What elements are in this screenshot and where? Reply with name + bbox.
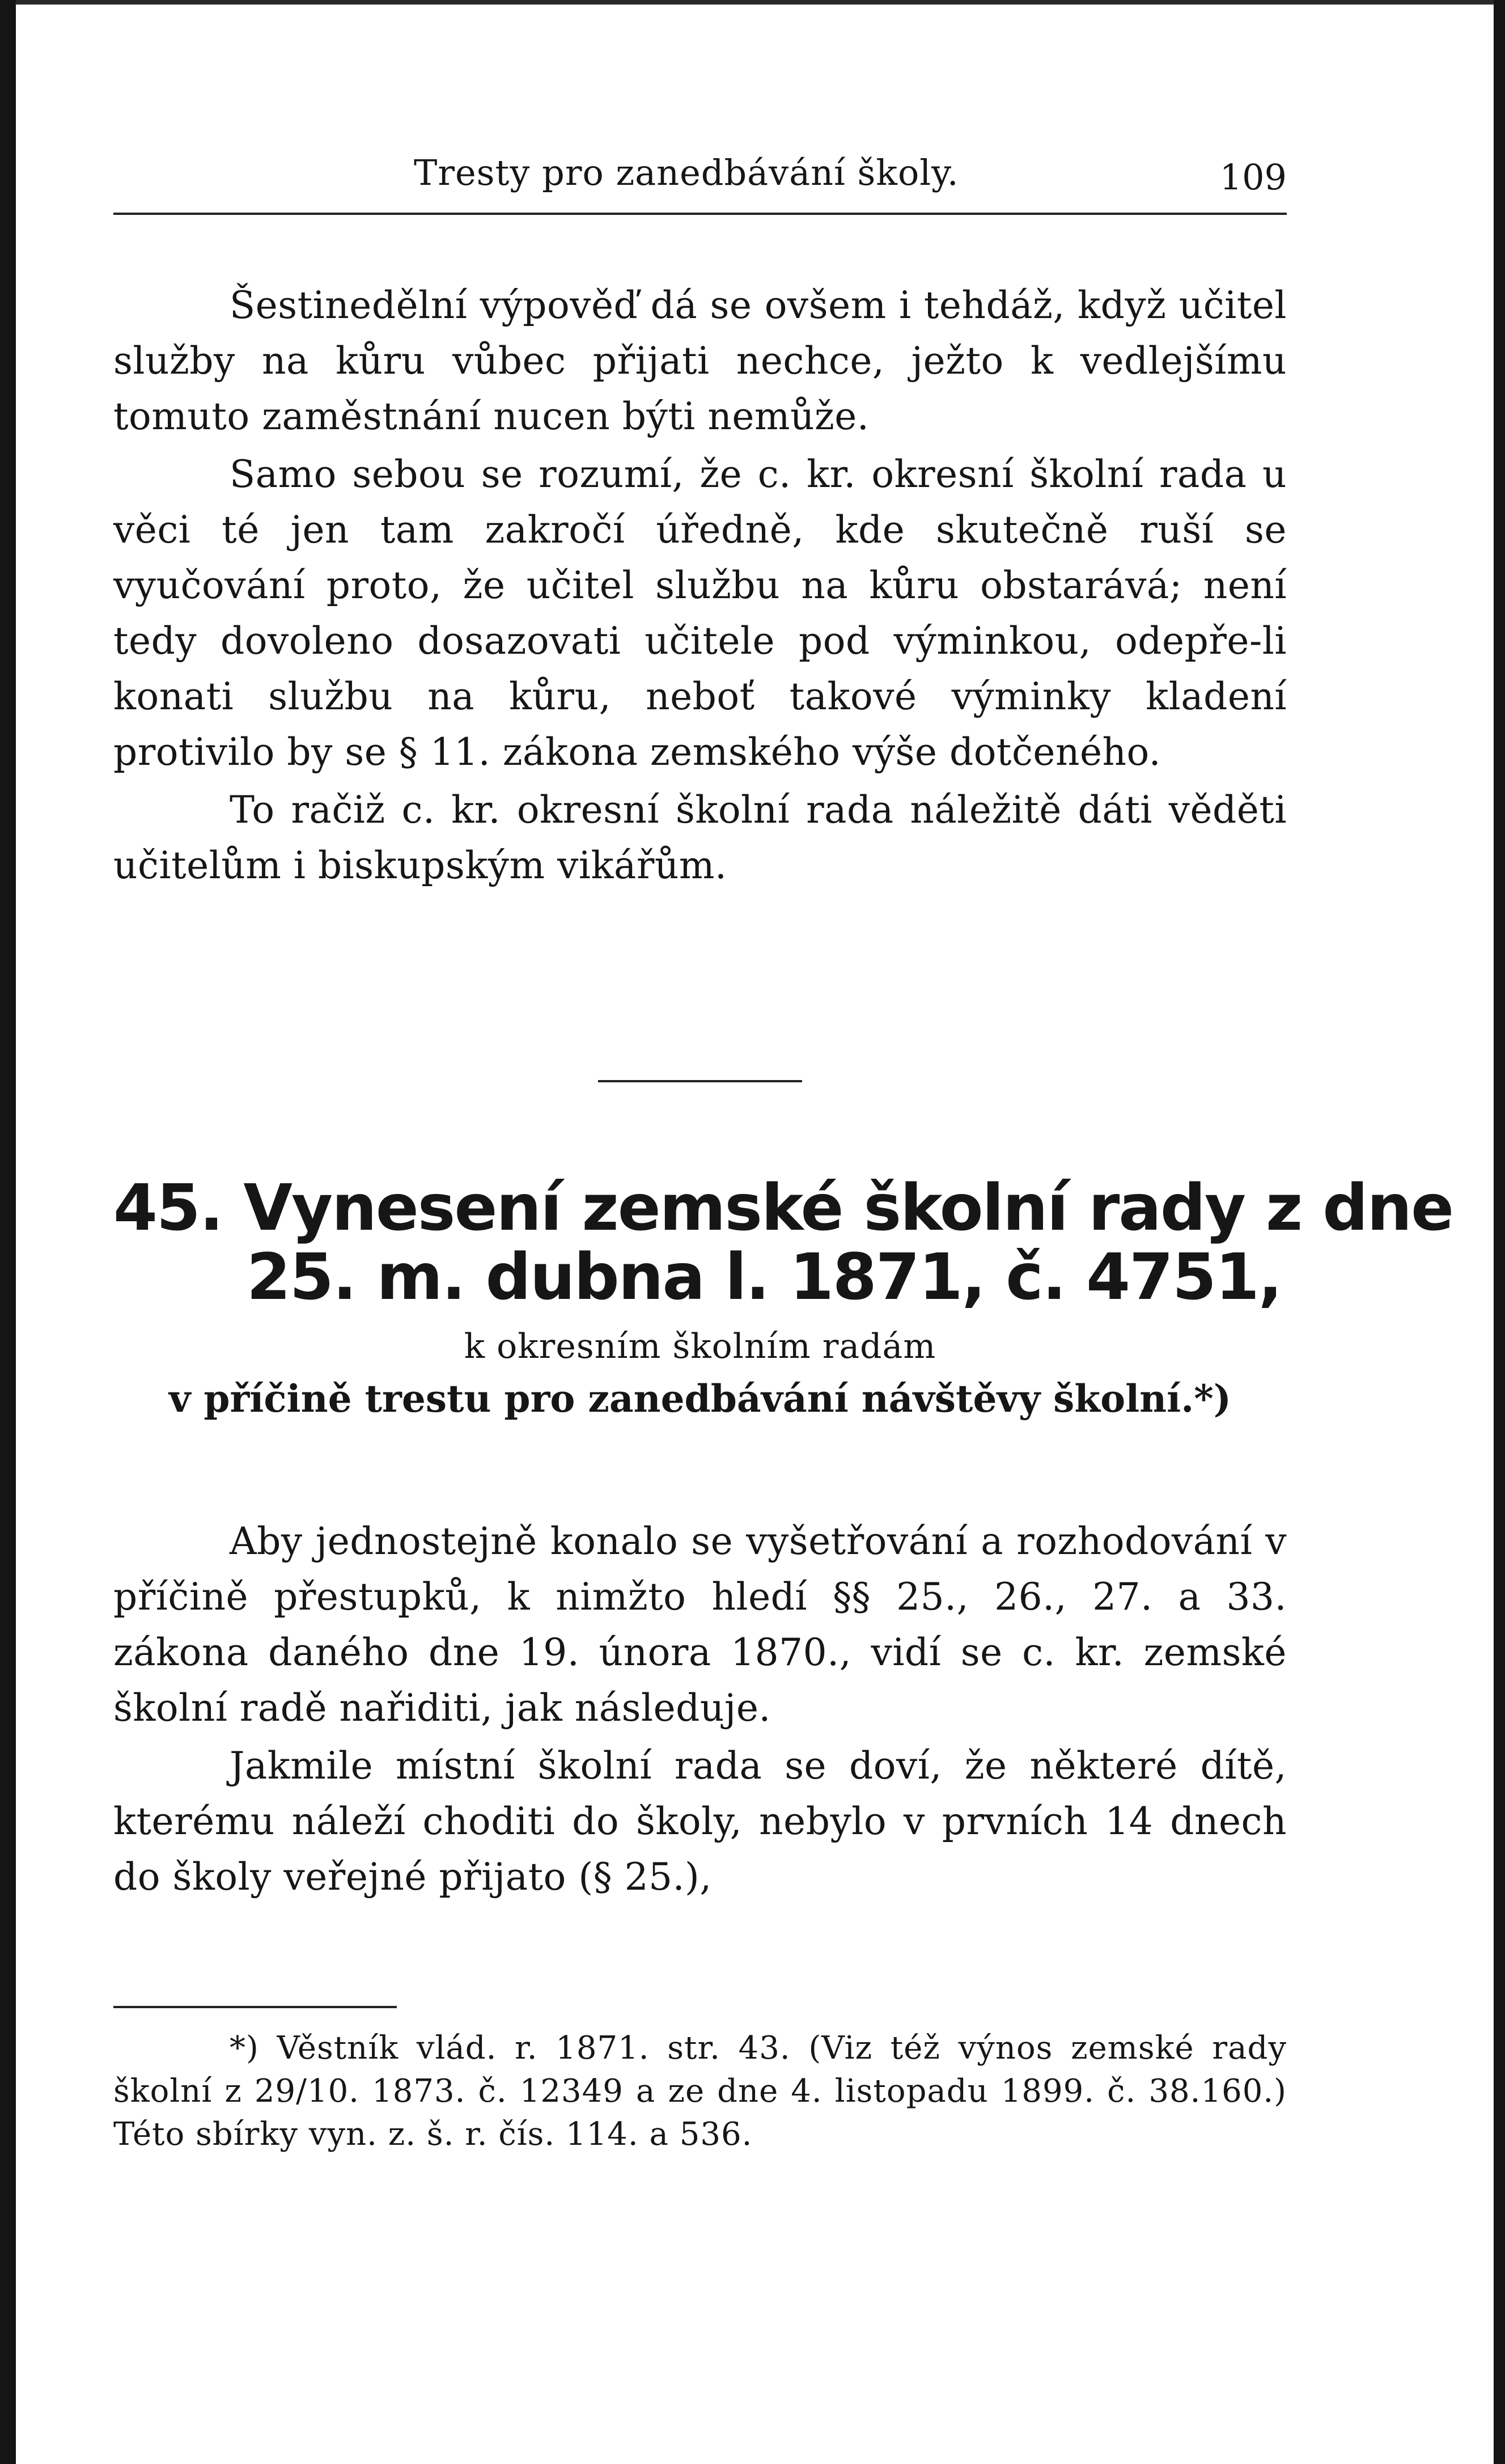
paragraph: Jakmile místní školní rada se doví, že některé dítě, kterému náleží choditi do školy, nebylo v prvních 14 dnech do školy veřejné přijato (§ 25.),: [113, 1744, 1287, 1899]
scan-left-border: [0, 0, 16, 2464]
section-heading: [113, 1171, 1453, 1314]
paragraph: Aby jednostejně konalo se vyšetřování a rozhodování v příčině přestupků, k nimžto hledí §§ 25., 26., 27. a 33. zákona daného dne 19. února 1870., vidí se c. kr. zemské školní radě nařiditi, jak následuje.: [113, 1519, 1287, 1730]
section-heading-line-1: 45. Vynesení zemské školní rady z dne: [113, 1171, 1453, 1245]
paragraph: Samo sebou se rozumí, že c. kr. okresní školní rada u věci té jen tam zakročí úředně, kde skutečně ruší se vyučování proto, že učitel službu na kůru obstarává; není tedy dovoleno dosazovati učitele pod výminkou, odepře-li konati službu na kůru, neboť takové výminky kladení protivilo by se § 11. zákona zemského výše dotčeného.: [113, 452, 1287, 774]
paragraph: To račiž c. kr. okresní školní rada náležitě dáti věděti učitelům i biskupským vikářům.: [113, 788, 1287, 887]
running-head: [113, 152, 1287, 197]
section-heading-line-2: 25. m. dubna l. 1871, č. 4751,: [247, 1241, 1282, 1314]
book-page: [113, 0, 1453, 2464]
running-title: Tresty pro zanedbávání školy.: [414, 152, 959, 193]
paragraph: Šestinedělní výpověď dá se ovšem i tehdáž, když učitel služby na kůru vůbec přijati nechce, ježto k vedlejšímu tomuto zaměstnání nucen býti nemůže.: [113, 283, 1287, 438]
footnote-rule: [113, 2006, 397, 2008]
section-divider: [598, 1080, 802, 1082]
scan-right-border: [1494, 0, 1505, 2464]
section-subject: v příčině trestu pro zanedbávání návštěvy školní.*): [169, 1377, 1231, 1421]
footnote: [113, 2027, 1287, 2156]
section-addressee: k okresním školním radám: [464, 1327, 936, 1366]
page-number: 109: [1219, 156, 1287, 198]
body-text: [113, 278, 1287, 894]
header-rule: [113, 213, 1287, 215]
section-body-text: [113, 1514, 1287, 1905]
footnote-text: *) Věstník vlád. r. 1871. str. 43. (Viz též výnos zemské rady školní z 29/10. 1873. č. 12349 a ze dne 4. listopadu 1899. č. 38.160.) Této sbírky vyn. z. š. r. čís. 114. a 536.: [113, 2030, 1287, 2153]
